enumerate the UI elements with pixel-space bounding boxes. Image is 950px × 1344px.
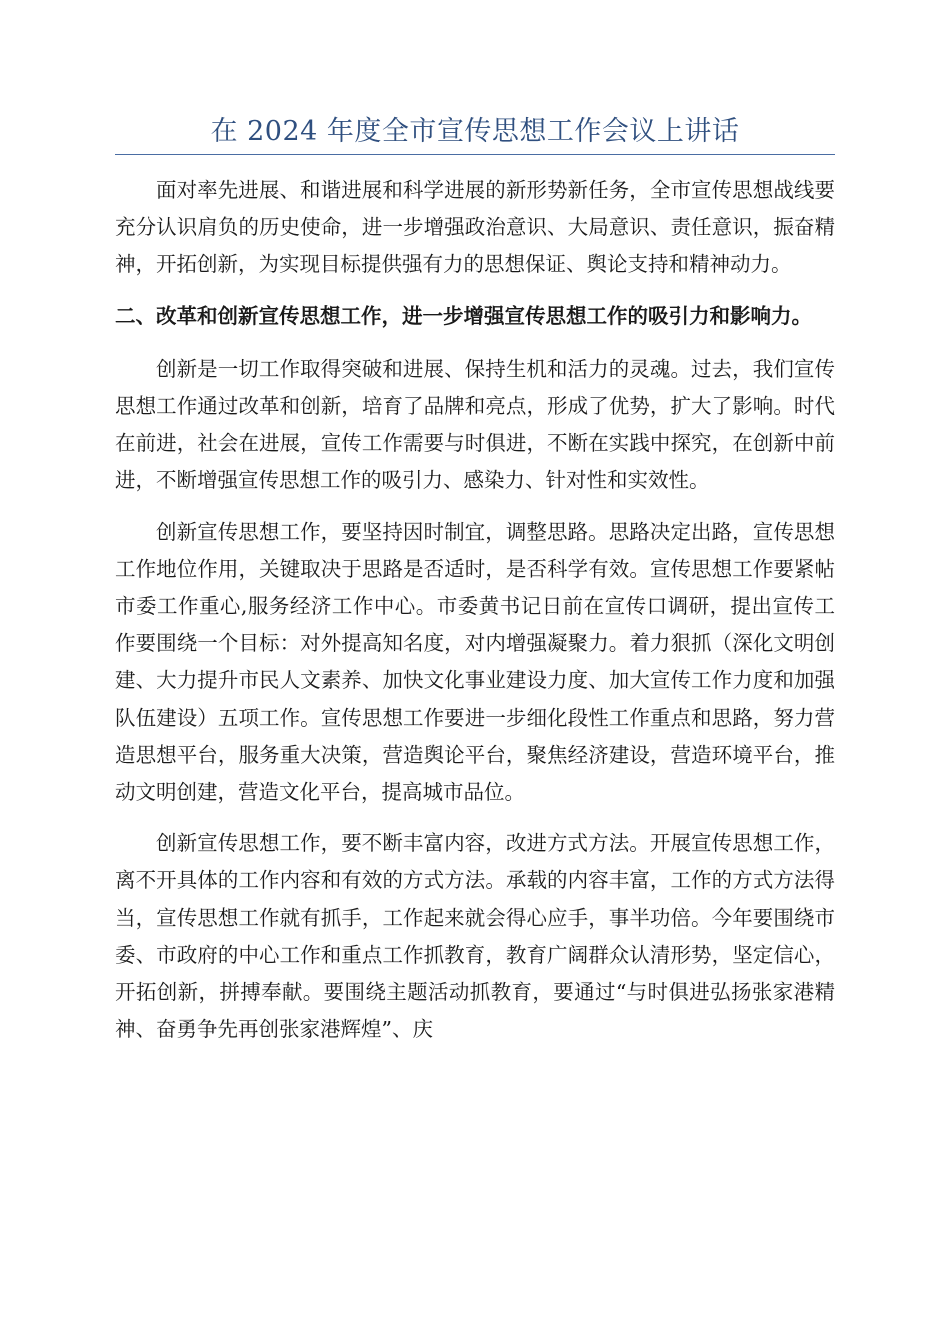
title-underline (115, 154, 835, 155)
paragraph-4: 创新宣传思想工作，要不断丰富内容，改进方式方法。开展宣传思想工作，离不开具体的工作内容和有效的方式方法。承载的内容丰富，工作的方式方法得当，宣传思想工作就有抓手，工作起来就会得心应手，事半功倍。今年要围绕市委、市政府的中心工作和重点工作抓教育，教育广阔群众认清形势，坚定信心，开拓创新，拼搏奉献。要围绕主题活动抓教育，要通过“与时俱进弘扬张家港精神、奋勇争先再创张家港辉煌”、庆 (115, 831, 835, 1042)
document-title: 在 2024 年度全市宣传思想工作会议上讲话 (210, 116, 740, 147)
section-heading-2: 二、改革和创新宣传思想工作，进一步增强宣传思想工作的吸引力和影响力。 (115, 303, 812, 328)
paragraph-3: 创新宣传思想工作，要坚持因时制宜，调整思路。思路决定出路，宣传思想工作地位作用，关键取决于思路是否适时，是否科学有效。宣传思想工作要紧帖市委工作重心,服务经济工作中心。市委黄书记日前在宣传口调研，提出宣传工作要围绕一个目标：对外提高知名度，对内增强凝聚力。着力狠抓（深化文明创建、大力提升市民人文素养、加快文化事业建设力度、加大宣传工作力度和加强队伍建设）五项工作。宣传思想工作要进一步细化段性工作重点和思路，努力营造思想平台，服务重大决策，营造舆论平台，聚焦经济建设，营造环境平台，推动文明创建，营造文化平台，提高城市品位。 (115, 519, 835, 805)
paragraph-2: 创新是一切工作取得突破和进展、保持生机和活力的灵魂。过去，我们宣传思想工作通过改革和创新，培育了品牌和亮点，形成了优势，扩大了影响。时代在前进，社会在进展，宣传工作需要与时俱进，不断在实践中探究，在创新中前进，不断增强宣传思想工作的吸引力、感染力、针对性和实效性。 (115, 356, 835, 493)
document-body (115, 172, 835, 1062)
paragraph-1: 面对率先进展、和谐进展和科学进展的新形势新任务，全市宣传思想战线要充分认识肩负的历史使命，进一步增强政治意识、大局意识、责任意识，振奋精神，开拓创新，为实现目标提供强有力的思想保证、舆论支持和精神动力。 (115, 178, 835, 277)
